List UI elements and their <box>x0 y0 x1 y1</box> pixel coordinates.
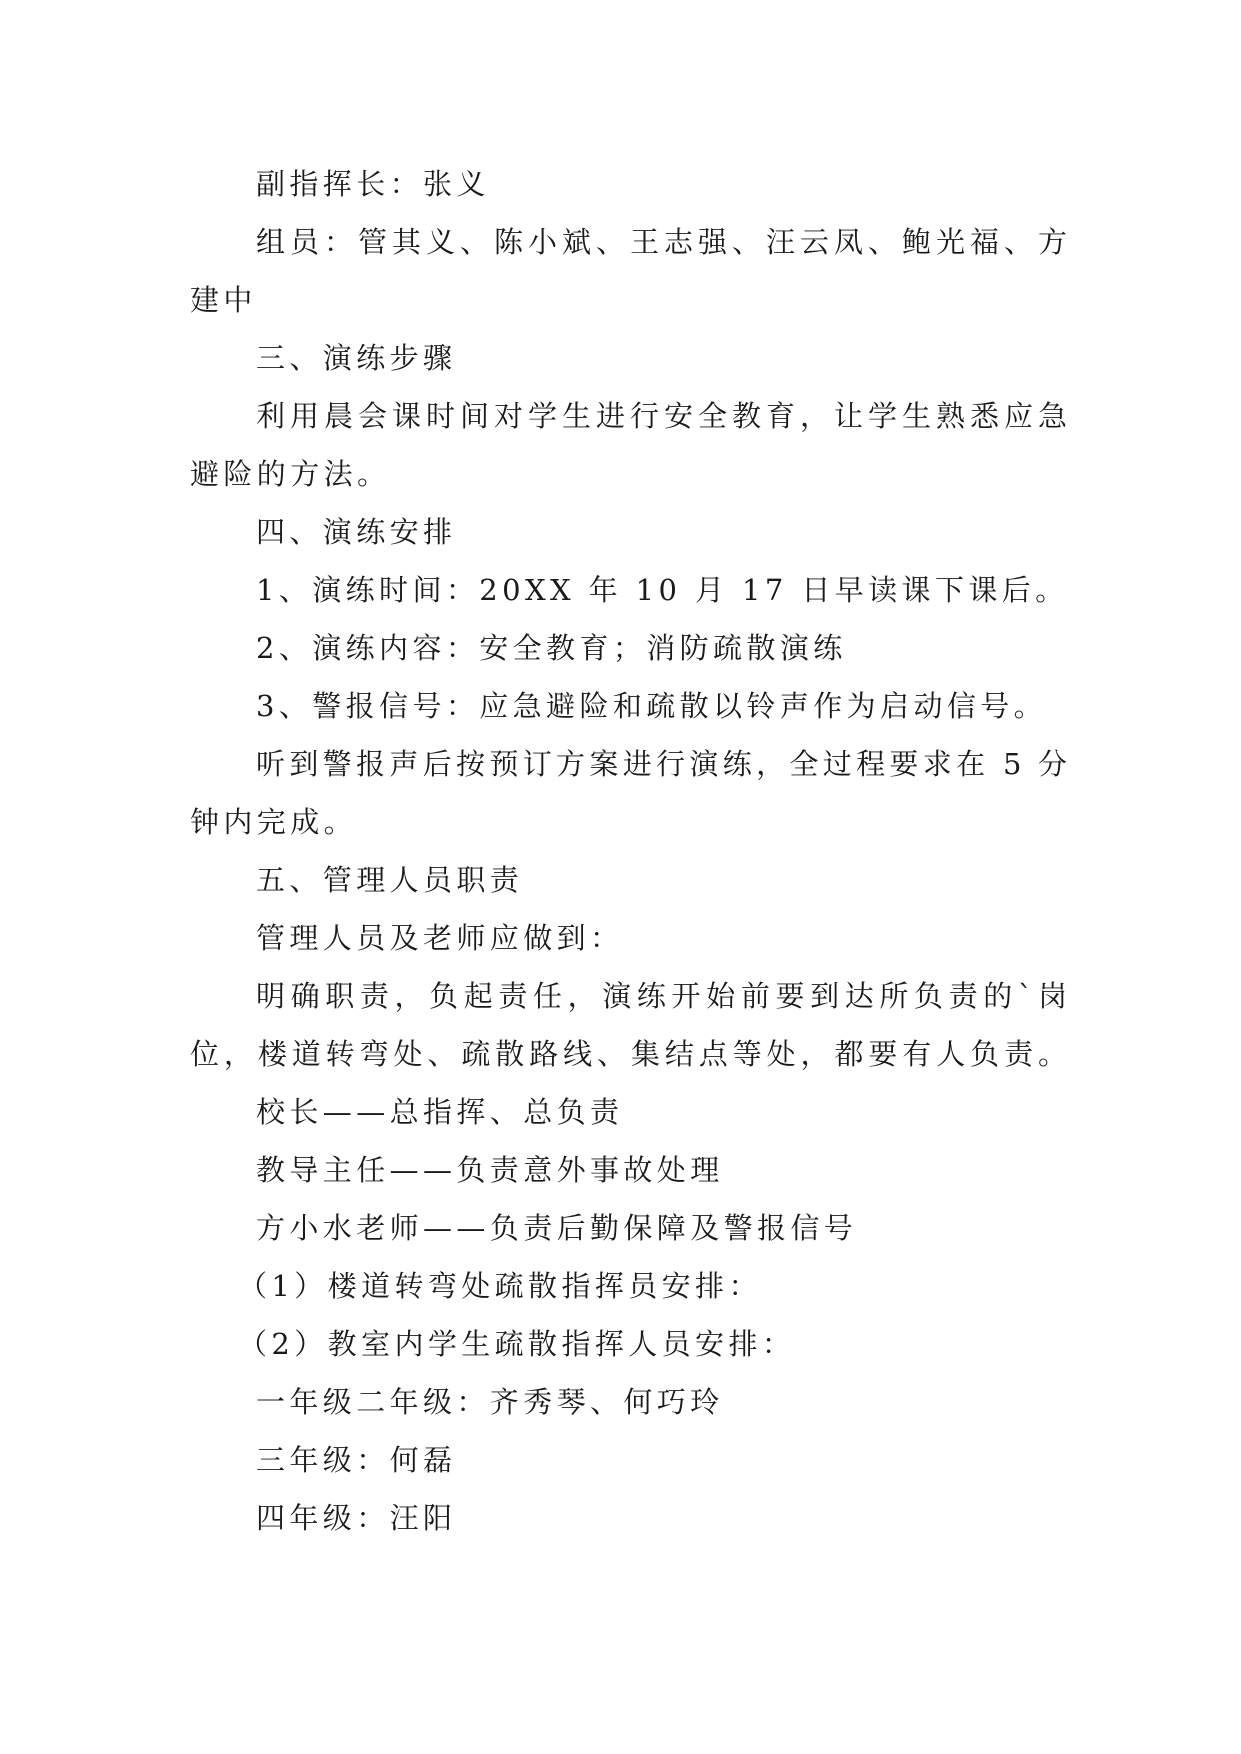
role-academic-director: 教导主任——负责意外事故处理 <box>256 1153 724 1187</box>
section-heading-arrangement: 四、演练安排 <box>256 515 457 549</box>
members-line-cont: 建中 <box>190 283 257 317</box>
list-item-stairwell: （1）楼道转弯处疏散指挥员安排： <box>238 1269 762 1303</box>
steps-paragraph: 利用晨会课时间对学生进行安全教育，让学生熟悉应急 <box>256 399 1070 433</box>
alarm-paragraph: 听到警报声后按预订方案进行演练，全过程要求在 5 分 <box>256 747 1070 781</box>
duties-paragraph-cont: 位，楼道转弯处、疏散路线、集结点等处，都要有人负责。 <box>190 1037 1070 1071</box>
steps-paragraph-cont: 避险的方法。 <box>190 457 391 491</box>
grade-three: 三年级：何磊 <box>256 1443 457 1477</box>
arrangement-item-signal: 3、警报信号：应急避险和疏散以铃声作为启动信号。 <box>256 689 1048 723</box>
arrangement-item-time: 1、演练时间：20XX 年 10 月 17 日早读课下课后。 <box>256 573 1069 607</box>
alarm-paragraph-cont: 钟内完成。 <box>190 805 358 839</box>
list-item-classroom: （2）教室内学生疏散指挥人员安排： <box>238 1327 796 1361</box>
role-principal: 校长——总指挥、总负责 <box>256 1095 624 1129</box>
role-logistics-teacher: 方小水老师——负责后勤保障及警报信号 <box>256 1211 858 1245</box>
section-heading-steps: 三、演练步骤 <box>256 341 457 375</box>
grade-one-two: 一年级二年级：齐秀琴、何巧玲 <box>256 1385 724 1419</box>
duties-paragraph: 明确职责，负起责任，演练开始前要到达所负责的`岗 <box>256 979 1070 1013</box>
members-line: 组员：管其义、陈小斌、王志强、汪云凤、鲍光福、方 <box>256 225 1070 259</box>
section-heading-duties: 五、管理人员职责 <box>256 863 524 897</box>
grade-four: 四年级：汪阳 <box>256 1501 457 1535</box>
arrangement-item-content: 2、演练内容：安全教育；消防疏散演练 <box>256 631 847 665</box>
deputy-commander-line: 副指挥长：张义 <box>256 167 490 201</box>
document-body <box>190 155 1070 1547</box>
duties-intro: 管理人员及老师应做到： <box>256 921 624 955</box>
